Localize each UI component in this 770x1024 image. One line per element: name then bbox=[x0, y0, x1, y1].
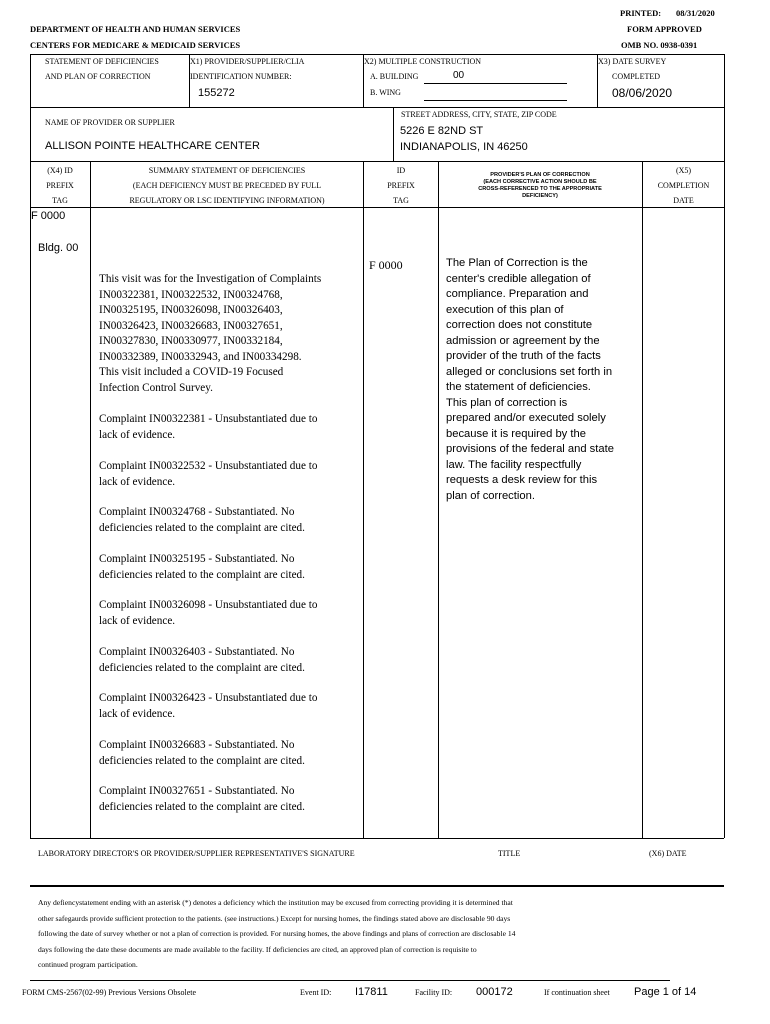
statement-label-2: AND PLAN OF CORRECTION bbox=[45, 72, 151, 81]
plan-header-2: (EACH CORRECTIVE ACTION SHOULD BE bbox=[483, 179, 597, 185]
left-tag: F 0000 bbox=[31, 210, 66, 222]
complaint-item bbox=[99, 645, 361, 676]
agency-name: DEPARTMENT OF HEALTH AND HUMAN SERVICES bbox=[30, 24, 241, 34]
complaint-line: Complaint IN00326098 - Unsubstantiated due to bbox=[99, 599, 318, 611]
plan-line: correction does not constitute bbox=[446, 319, 593, 331]
complaint-line: deficiencies related to the complaint are cited. bbox=[99, 661, 305, 674]
building-value: 00 bbox=[453, 70, 465, 81]
intro-line: IN00327830, IN00330977, IN00332184, bbox=[99, 335, 283, 347]
disclaimer-line: Any defiencystatement ending with an asterisk (*) denotes a deficiency which the institution may be excused from correcting providing it is determined that bbox=[38, 898, 513, 907]
printed-date: 08/31/2020 bbox=[676, 8, 715, 18]
plan-line: alleged or conclusions set forth in bbox=[446, 365, 613, 378]
complaint-item bbox=[99, 459, 361, 490]
complaint-item bbox=[99, 412, 361, 443]
facility-id-label: Facility ID: bbox=[415, 988, 453, 997]
complaint-item bbox=[99, 784, 361, 815]
complaint-line: deficiencies related to the complaint are cited. bbox=[99, 521, 305, 534]
disclaimer-line: days following the date these documents are made available to the facility. If deficiencies are cited, an approved plan of correction is requisite to bbox=[38, 944, 477, 954]
table-bottom-rule bbox=[30, 838, 724, 839]
complaint-line: Complaint IN00327651 - Substantiated. No bbox=[99, 785, 295, 797]
continuation-label: If continuation sheet bbox=[544, 988, 610, 997]
header-bottom-rule bbox=[30, 161, 724, 162]
plan-line: because it is required by the bbox=[446, 427, 586, 440]
complaint-line: deficiencies related to the complaint are cited. bbox=[99, 754, 305, 767]
building-label: A. BUILDING bbox=[370, 72, 419, 81]
complaint-line: deficiencies related to the complaint are cited. bbox=[99, 800, 305, 813]
page-number: Page 1 of 14 bbox=[634, 986, 697, 998]
signature-bottom-rule bbox=[30, 885, 724, 887]
plan-line: the statement of deficiencies. bbox=[446, 381, 591, 393]
x4-id-header: (X4) ID bbox=[47, 166, 73, 175]
plan-line: This plan of correction is bbox=[446, 396, 568, 409]
complaint-line: lack of evidence. bbox=[99, 707, 176, 720]
plan-line: provider of the truth of the facts bbox=[446, 350, 601, 362]
plan-line: The Plan of Correction is the bbox=[446, 257, 588, 269]
building-underline bbox=[424, 83, 567, 84]
wing-underline bbox=[424, 100, 567, 101]
omb-number: OMB NO. 0938-0391 bbox=[621, 40, 698, 50]
summary-header-3: REGULATORY OR LSC IDENTIFYING INFORMATION) bbox=[129, 196, 325, 205]
date-survey-label-2: COMPLETED bbox=[612, 72, 660, 81]
intro-line: IN00326423, IN00326683, IN00327651, bbox=[99, 319, 283, 332]
plan-of-correction-text bbox=[446, 256, 628, 504]
disclaimer-line: continued program participation. bbox=[38, 960, 138, 969]
address-label: STREET ADDRESS, CITY, STATE, ZIP CODE bbox=[401, 110, 557, 119]
plan-header-1: PROVIDER'S PLAN OF CORRECTION bbox=[490, 172, 590, 178]
disclaimer bbox=[38, 895, 515, 973]
plan-header-4: DEFICIENCY) bbox=[522, 193, 558, 199]
form-number: FORM CMS-2567(02-99) Previous Versions Obsolete bbox=[22, 988, 197, 997]
complaint-item bbox=[99, 691, 361, 722]
street-address: 5226 E 82ND ST bbox=[400, 125, 484, 137]
plan-line: requests a desk review for this bbox=[446, 474, 598, 486]
date-survey-label-1: X3) DATE SURVEY bbox=[598, 57, 667, 66]
printed-label: PRINTED: bbox=[620, 8, 662, 18]
provider-name-label: NAME OF PROVIDER OR SUPPLIER bbox=[45, 118, 175, 127]
intro-paragraph bbox=[99, 272, 361, 396]
plan-line: prepared and/or executed solely bbox=[446, 412, 606, 424]
x5-header: (X5) bbox=[675, 166, 692, 175]
complaint-line: Complaint IN00322532 - Unsubstantiated due to bbox=[99, 460, 318, 472]
complaint-line: Complaint IN00326403 - Substantiated. No bbox=[99, 646, 295, 658]
complaint-item bbox=[99, 552, 361, 583]
id-tag-header: TAG bbox=[393, 196, 409, 205]
form-approved: FORM APPROVED bbox=[627, 24, 702, 34]
complaint-line: Complaint IN00324768 - Substantiated. No bbox=[99, 506, 295, 518]
event-id-value: I17811 bbox=[355, 986, 388, 998]
x4-tag-header: TAG bbox=[52, 196, 68, 205]
complaint-item bbox=[99, 505, 361, 536]
plan-line: compliance. Preparation and bbox=[446, 288, 589, 300]
statement-label-1: STATEMENT OF DEFICIENCIES bbox=[45, 57, 159, 66]
intro-line: IN00332389, IN00332943, and IN00334298. bbox=[99, 350, 302, 363]
x6-date-label: (X6) DATE bbox=[649, 849, 687, 858]
complaint-line: lack of evidence. bbox=[99, 475, 176, 488]
x5-date-header: DATE bbox=[673, 196, 694, 205]
complaint-line: Complaint IN00326423 - Unsubstantiated due to bbox=[99, 692, 318, 704]
multiple-construction-label: X2) MULTIPLE CONSTRUCTION bbox=[364, 57, 482, 66]
disclaimer-line: following the date of survey whether or not a plan of correction is provided. For nursing homes, the above findings and plans of correction are disclosable 14 bbox=[38, 929, 516, 938]
plan-line: center's credible allegation of bbox=[446, 272, 591, 285]
intro-line: This visit was for the Investigation of Complaints bbox=[99, 273, 322, 285]
complaint-line: Complaint IN00326683 - Substantiated. No bbox=[99, 739, 295, 751]
city-state-zip: INDIANAPOLIS, IN 46250 bbox=[400, 141, 528, 153]
complaint-line: deficiencies related to the complaint are cited. bbox=[99, 568, 305, 581]
provider-number: 155272 bbox=[198, 87, 235, 99]
intro-line: This visit included a COVID-19 Focused bbox=[99, 366, 284, 378]
footer-top-rule bbox=[30, 980, 670, 981]
frame-right-top bbox=[724, 54, 725, 161]
plan-line: plan of correction. bbox=[446, 489, 535, 502]
id-prefix-header: PREFIX bbox=[387, 181, 415, 190]
agency-subname: CENTERS FOR MEDICARE & MEDICAID SERVICES bbox=[30, 40, 241, 50]
event-id-label: Event ID: bbox=[300, 988, 332, 997]
provider-name: ALLISON POINTE HEALTHCARE CENTER bbox=[45, 140, 260, 152]
x4-prefix-header: PREFIX bbox=[46, 181, 74, 190]
provider-id-label-1: X1) PROVIDER/SUPPLIER/CLIA bbox=[190, 57, 305, 66]
frame-left-top bbox=[30, 54, 31, 161]
plan-line: execution of this plan of bbox=[446, 303, 564, 316]
col-divider-summary bbox=[363, 161, 364, 838]
plan-line: law. The facility respectfully bbox=[446, 458, 582, 471]
plan-line: admission or agreement by the bbox=[446, 334, 600, 347]
col-divider-id bbox=[438, 161, 439, 838]
header-top-rule bbox=[30, 54, 724, 55]
col-divider-plan bbox=[642, 161, 643, 838]
complaint-item bbox=[99, 598, 361, 629]
intro-line: IN00322381, IN00322532, IN00324768, bbox=[99, 288, 283, 301]
divider-address bbox=[393, 107, 394, 161]
complaint-item bbox=[99, 738, 361, 769]
col-divider-prefix bbox=[90, 161, 91, 838]
complaint-line: Complaint IN00322381 - Unsubstantiated due to bbox=[99, 413, 318, 425]
summary-header-2: (EACH DEFICIENCY MUST BE PRECEDED BY FULL bbox=[132, 181, 322, 190]
building-tag: Bldg. 00 bbox=[38, 242, 79, 254]
id-header: ID bbox=[396, 166, 406, 175]
facility-id-value: 000172 bbox=[476, 986, 513, 998]
plan-line: provisions of the federal and state bbox=[446, 443, 614, 455]
summary-header-1: SUMMARY STATEMENT OF DEFICIENCIES bbox=[148, 166, 306, 175]
date-survey-value: 08/06/2020 bbox=[612, 86, 673, 100]
provider-id-label-2: IDENTIFICATION NUMBER: bbox=[190, 72, 292, 81]
table-right-border bbox=[724, 161, 725, 838]
complaint-line: Complaint IN00325195 - Substantiated. No bbox=[99, 553, 295, 565]
title-label: TITLE bbox=[498, 849, 521, 858]
complaint-line: lack of evidence. bbox=[99, 614, 176, 627]
right-tag: F 0000 bbox=[369, 258, 403, 272]
wing-label: B. WING bbox=[370, 88, 401, 97]
disclaimer-line: other safegaurds provide sufficient protection to the patients. (see instructions.) Except for nursing homes, the findings stated above are disclosable 90 days bbox=[38, 913, 511, 923]
table-left-border bbox=[30, 161, 31, 838]
table-header-rule bbox=[30, 207, 724, 208]
x5-completion-header: COMPLETION bbox=[657, 181, 710, 190]
intro-line: IN00325195, IN00326098, IN00326403, bbox=[99, 304, 283, 316]
header-mid-rule bbox=[30, 107, 724, 108]
intro-line: Infection Control Survey. bbox=[99, 381, 213, 394]
plan-header-3: CROSS-REFERENCED TO THE APPROPRIATE bbox=[478, 186, 602, 192]
director-signature-label: LABORATORY DIRECTOR'S OR PROVIDER/SUPPLIER REPRESENTATIVE'S SIGNATURE bbox=[38, 849, 355, 858]
complaint-line: lack of evidence. bbox=[99, 428, 176, 441]
